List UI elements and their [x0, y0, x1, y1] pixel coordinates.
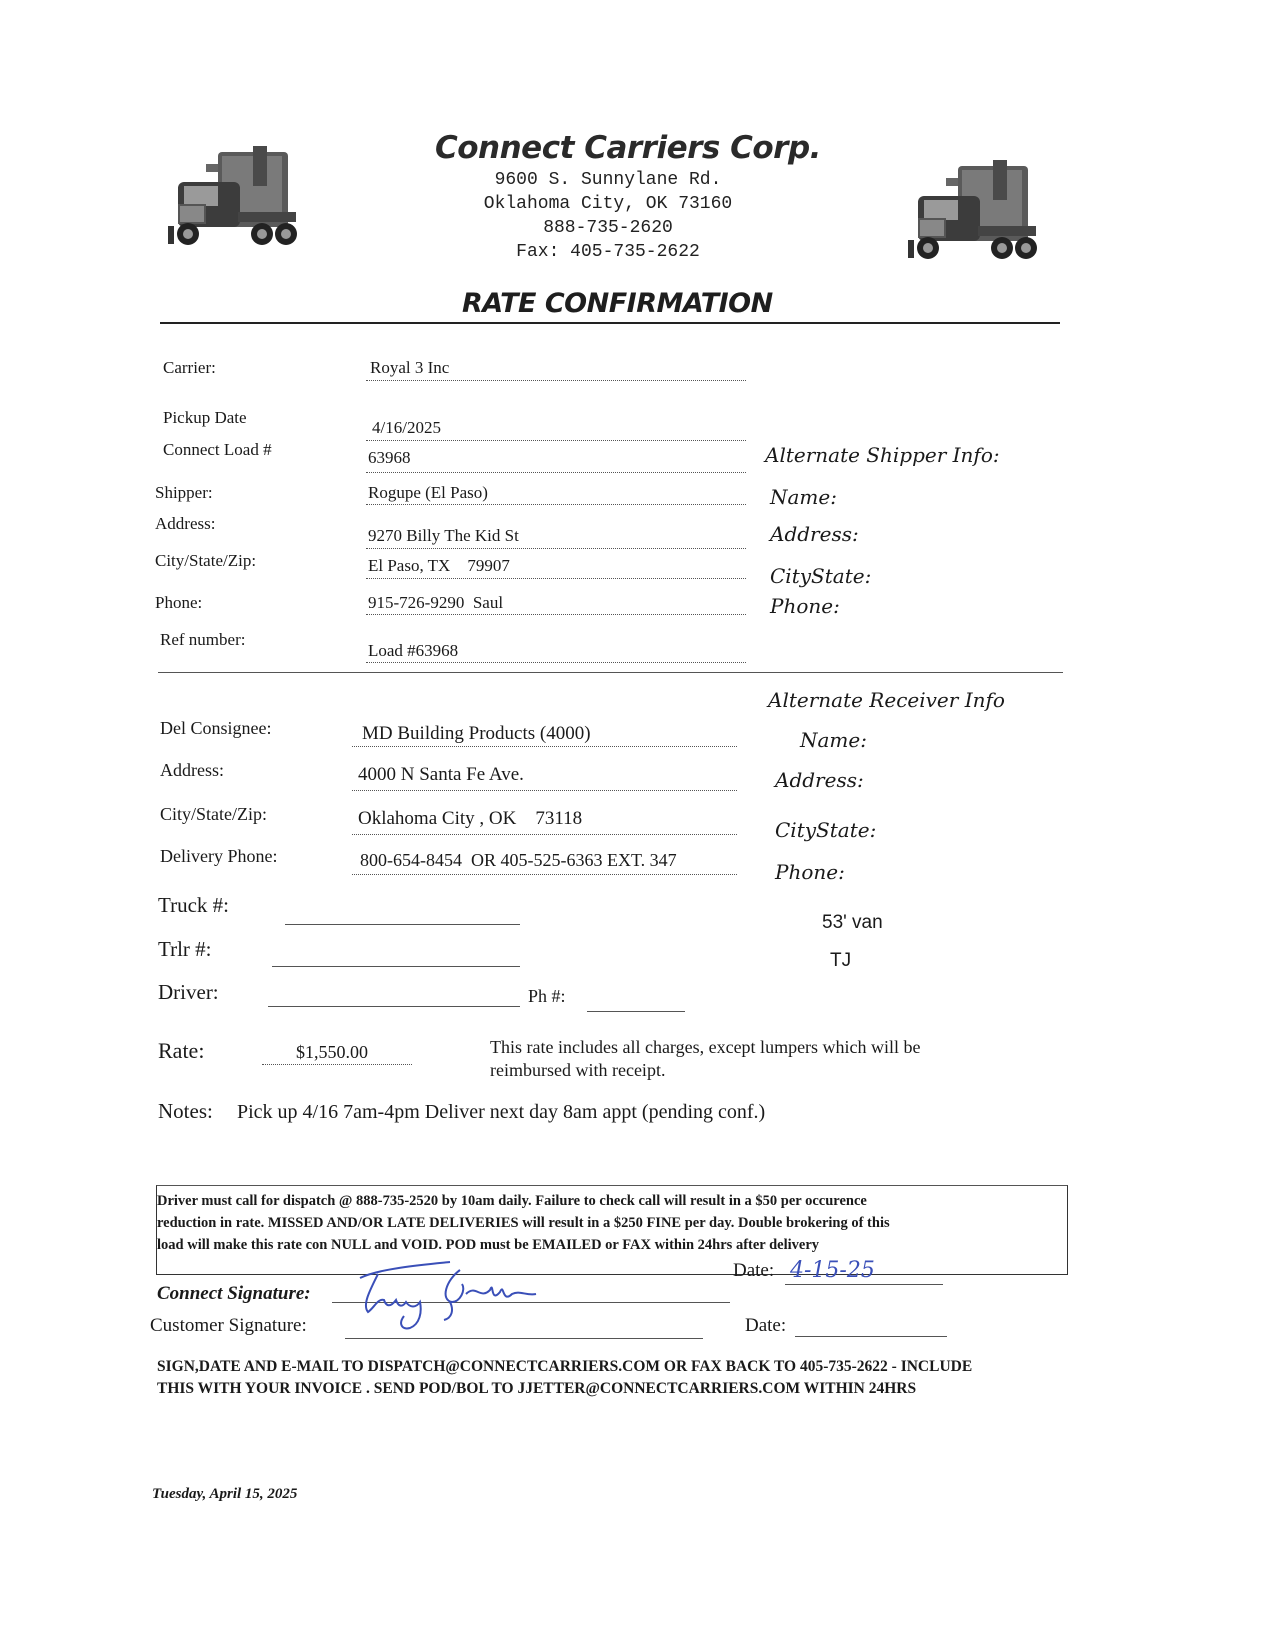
truck-number-line — [285, 924, 520, 925]
alt-receiver-name-label: Name: — [800, 728, 867, 752]
page-title: RATE CONFIRMATION — [462, 288, 773, 319]
connect-load-value: 63968 — [368, 448, 411, 467]
consignee-value: MD Building Products (4000) — [362, 723, 591, 744]
alt-shipper-phone-label: Phone: — [770, 594, 840, 618]
shipper-phone-line — [366, 614, 746, 615]
consignee-address-label: Address: — [160, 760, 224, 780]
carrier-value: Royal 3 Inc — [370, 358, 450, 377]
footer-instructions — [157, 1356, 1077, 1400]
pickup-date-label: Pickup Date — [163, 408, 247, 427]
shipper-address-label: Address: — [155, 514, 216, 533]
alt-receiver-address-label: Address: — [775, 768, 864, 792]
shipper-label: Shipper: — [155, 483, 213, 502]
connect-load-label: Connect Load # — [163, 440, 272, 459]
shipper-address-value: 9270 Billy The Kid St — [368, 526, 519, 545]
pickup-date-line — [366, 440, 746, 441]
company-address-line1: 9600 S. Sunnylane Rd. — [494, 170, 722, 190]
pickup-date-value: 4/16/2025 — [372, 418, 441, 437]
consignee-city-value: Oklahoma City , OK 73118 — [358, 808, 583, 829]
consignee-line — [352, 746, 737, 747]
section-divider — [158, 672, 1063, 673]
delivery-phone-value: 800-654-8454 OR 405-525-6363 EXT. 347 — [360, 850, 677, 870]
driver-label: Driver: — [158, 980, 219, 1004]
customer-signature-line — [345, 1338, 703, 1339]
terms-line2: reduction in rate. MISSED AND/OR LATE DELIVERIES will result in a $250 FINE per day. Double brokering of this — [157, 1215, 890, 1231]
consignee-label: Del Consignee: — [160, 718, 272, 738]
consignee-address-line — [352, 790, 737, 791]
driver-line — [268, 1006, 520, 1007]
notes-label: Notes: — [158, 1099, 213, 1123]
print-date: Tuesday, April 15, 2025 — [152, 1486, 298, 1502]
trailer-number-line — [272, 966, 520, 967]
trailer-type: 53' van — [822, 912, 883, 933]
company-address-line2: Oklahoma City, OK 73160 — [483, 194, 733, 214]
footer-line2: THIS WITH YOUR INVOICE . SEND POD/BOL TO JJETTER@CONNECTCARRIERS.COM WITHIN 24HRS — [157, 1380, 917, 1397]
title-divider — [160, 322, 1060, 324]
shipper-line — [366, 504, 746, 505]
customer-signature-label: Customer Signature: — [150, 1315, 307, 1336]
shipper-phone-value: 915-726-9290 Saul — [368, 593, 504, 612]
connect-load-line — [366, 472, 746, 473]
customer-date-line — [795, 1336, 947, 1337]
company-phone: 888-735-2620 — [543, 218, 673, 238]
alt-receiver-phone-label: Phone: — [775, 860, 845, 884]
company-name: Connect Carriers Corp. — [435, 130, 821, 166]
carrier-line — [366, 380, 746, 381]
shipper-city-line — [366, 578, 746, 579]
alt-shipper-name-label: Name: — [770, 485, 837, 509]
truck-number-label: Truck #: — [158, 893, 229, 917]
connect-date-value: 4-15-25 — [790, 1258, 875, 1283]
customer-date-label: Date: — [745, 1315, 787, 1336]
shipper-value: Rogupe (El Paso) — [368, 483, 488, 502]
alt-shipper-address-label: Address: — [770, 522, 859, 546]
shipper-city-label: City/State/Zip: — [155, 551, 257, 570]
alt-receiver-title: Alternate Receiver Info — [768, 688, 1005, 712]
shipper-phone-label: Phone: — [155, 593, 203, 612]
rate-label: Rate: — [158, 1038, 205, 1063]
terms-line3: load will make this rate con NULL and VOID. POD must be EMAILED or FAX within 24hrs after delivery — [157, 1237, 820, 1253]
driver-phone-label: Ph #: — [528, 986, 566, 1006]
consignee-city-line — [352, 834, 737, 835]
truck-icon — [898, 156, 1048, 266]
delivery-phone-label: Delivery Phone: — [160, 846, 278, 866]
rate-note-line2: reimbursed with receipt. — [490, 1060, 666, 1080]
shipper-address-line — [366, 548, 746, 549]
delivery-phone-line — [352, 874, 737, 875]
driver-initials: TJ — [830, 950, 852, 971]
alt-shipper-title: Alternate Shipper Info: — [765, 443, 1000, 467]
carrier-label: Carrier: — [163, 358, 216, 377]
consignee-address-value: 4000 N Santa Fe Ave. — [358, 764, 524, 785]
ref-number-value: Load #63968 — [368, 641, 459, 660]
consignee-city-label: City/State/Zip: — [160, 804, 267, 824]
rate-value: $1,550.00 — [296, 1042, 368, 1062]
rate-line — [262, 1064, 412, 1065]
notes-text: Pick up 4/16 7am-4pm Deliver next day 8am appt (pending conf.) — [237, 1101, 766, 1123]
connect-date-line — [785, 1284, 943, 1285]
terms-line1: Driver must call for dispatch @ 888-735-2520 by 10am daily. Failure to check call will result in a $50 per occurence — [157, 1193, 867, 1209]
driver-phone-line — [587, 1011, 685, 1012]
company-fax: Fax: 405-735-2622 — [516, 242, 700, 262]
footer-line1: SIGN,DATE AND E-MAIL TO DISPATCH@CONNECTCARRIERS.COM OR FAX BACK TO 405-735-2622 - INCLUDE — [157, 1358, 973, 1375]
trailer-number-label: Trlr #: — [158, 937, 212, 961]
truck-icon — [158, 142, 308, 252]
terms-text — [157, 1190, 1067, 1256]
ref-number-line — [366, 662, 746, 663]
connect-date-label: Date: — [733, 1260, 775, 1281]
shipper-city-value: El Paso, TX 79907 — [368, 556, 510, 575]
rate-note-line1: This rate includes all charges, except lumpers which will be — [490, 1037, 921, 1057]
alt-receiver-city-label: CityState: — [775, 818, 877, 842]
alt-shipper-city-label: CityState: — [770, 564, 872, 588]
ref-number-label: Ref number: — [160, 630, 246, 649]
connect-signature — [340, 1250, 560, 1330]
connect-signature-label: Connect Signature: — [157, 1283, 311, 1304]
